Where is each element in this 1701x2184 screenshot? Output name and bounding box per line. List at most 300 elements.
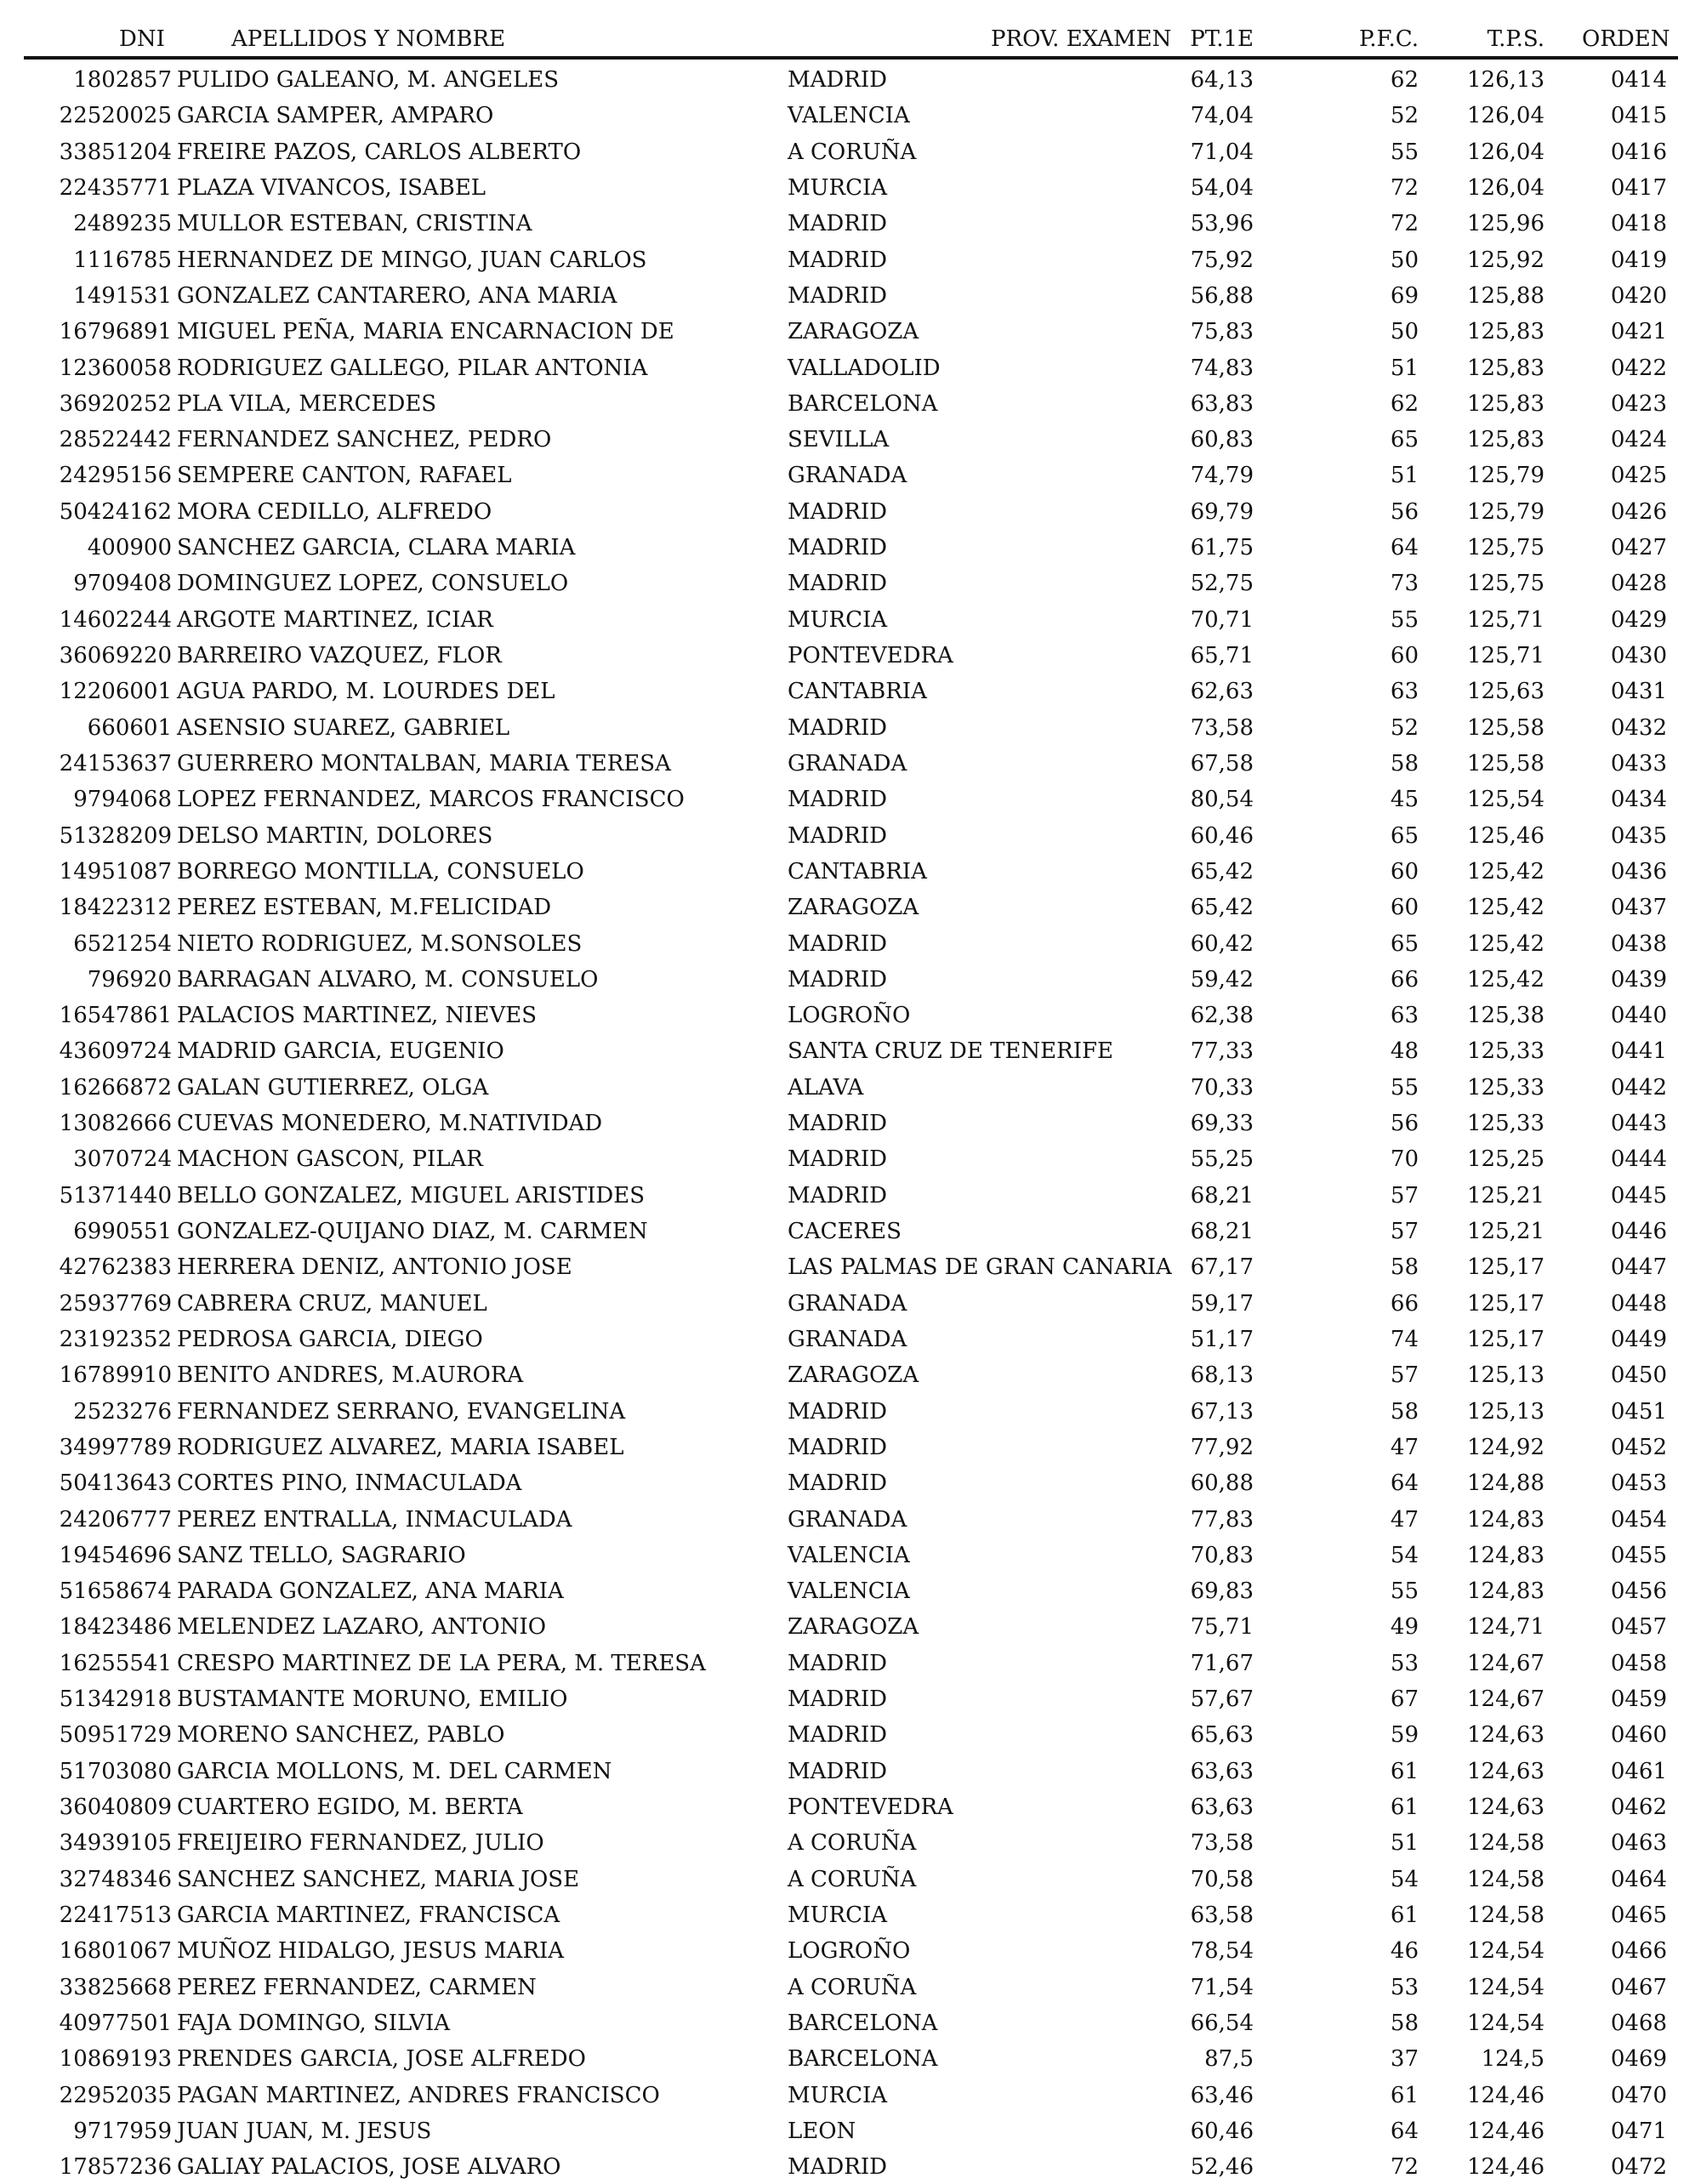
cell-tps: 124,63	[1467, 1722, 1545, 1749]
cell-dni: 24295156	[59, 463, 172, 489]
cell-name: MUÑOZ HIDALGO, JESUS MARIA	[177, 1938, 565, 1965]
cell-orden: 0426	[1610, 498, 1667, 525]
cell-tps: 124,67	[1467, 1686, 1545, 1713]
cell-prov-examen: ZARAGOZA	[788, 319, 919, 345]
cell-prov-examen: GRANADA	[788, 1326, 907, 1352]
table-row	[0, 242, 1701, 277]
cell-name: PLA VILA, MERCEDES	[177, 390, 437, 417]
cell-prov-examen: MADRID	[788, 282, 887, 309]
cell-orden: 0416	[1610, 139, 1667, 165]
cell-tps: 125,75	[1467, 535, 1545, 561]
cell-orden: 0446	[1610, 1219, 1667, 1244]
cell-pfc: 72	[1390, 211, 1419, 237]
cell-prov-examen: ZARAGOZA	[788, 1362, 919, 1389]
cell-dni: 10869193	[59, 2046, 172, 2073]
table-row	[0, 709, 1701, 745]
cell-dni: 14951087	[59, 858, 172, 884]
table-row	[0, 205, 1701, 241]
cell-pfc: 67	[1390, 1686, 1419, 1713]
table-row	[0, 277, 1701, 313]
table-row	[0, 1716, 1701, 1752]
cell-tps: 124,46	[1467, 2082, 1545, 2108]
cell-dni: 34939105	[59, 1830, 172, 1857]
header-pfc: P.F.C.	[1359, 26, 1419, 52]
cell-tps: 124,54	[1467, 1974, 1545, 2000]
cell-pt1e: 56,88	[1190, 282, 1254, 309]
cell-pfc: 56	[1390, 498, 1419, 525]
cell-pfc: 70	[1390, 1146, 1419, 1173]
cell-pfc: 62	[1390, 67, 1419, 93]
cell-orden: 0461	[1610, 1758, 1667, 1784]
table-row	[0, 889, 1701, 924]
cell-pt1e: 69,83	[1190, 1578, 1254, 1605]
cell-pfc: 51	[1390, 1830, 1419, 1857]
cell-pt1e: 63,63	[1190, 1794, 1254, 1820]
cell-tps: 125,75	[1467, 571, 1545, 597]
cell-pt1e: 87,5	[1204, 2046, 1254, 2073]
cell-tps: 125,13	[1467, 1398, 1545, 1425]
cell-orden: 0453	[1610, 1470, 1667, 1497]
cell-pfc: 64	[1390, 1470, 1419, 1497]
table-row	[0, 745, 1701, 781]
cell-orden: 0439	[1610, 966, 1667, 992]
cell-pfc: 63	[1390, 1003, 1419, 1029]
table-row	[0, 925, 1701, 961]
cell-dni: 2489235	[73, 211, 172, 237]
table-row	[0, 2148, 1701, 2184]
cell-pfc: 60	[1390, 858, 1419, 884]
cell-pfc: 54	[1390, 1866, 1419, 1892]
cell-pt1e: 60,46	[1190, 2118, 1254, 2144]
cell-tps: 126,13	[1467, 67, 1545, 93]
cell-pt1e: 71,04	[1190, 139, 1254, 165]
cell-pt1e: 60,46	[1190, 822, 1254, 849]
cell-pt1e: 77,83	[1190, 1506, 1254, 1533]
cell-tps: 124,83	[1467, 1542, 1545, 1568]
cell-orden: 0436	[1610, 858, 1667, 884]
cell-pfc: 57	[1390, 1182, 1419, 1209]
cell-name: GUERRERO MONTALBAN, MARIA TERESA	[177, 750, 671, 776]
cell-pfc: 58	[1390, 1254, 1419, 1281]
cell-pfc: 45	[1390, 787, 1419, 813]
cell-name: ARGOTE MARTINEZ, ICIAR	[177, 606, 493, 633]
cell-tps: 125,33	[1467, 1111, 1545, 1137]
cell-name: AGUA PARDO, M. LOURDES DEL	[177, 679, 555, 705]
cell-pfc: 66	[1390, 1290, 1419, 1317]
cell-pfc: 50	[1390, 319, 1419, 345]
cell-tps: 125,92	[1467, 247, 1545, 273]
cell-orden: 0449	[1610, 1326, 1667, 1352]
cell-name: MELENDEZ LAZARO, ANTONIO	[177, 1614, 547, 1641]
cell-orden: 0445	[1610, 1182, 1667, 1209]
cell-pfc: 61	[1390, 1758, 1419, 1784]
cell-dni: 51342918	[59, 1686, 172, 1713]
cell-pfc: 61	[1390, 1794, 1419, 1820]
cell-pfc: 47	[1390, 1434, 1419, 1460]
cell-dni: 50951729	[59, 1722, 172, 1749]
cell-dni: 33851204	[59, 139, 172, 165]
cell-dni: 14602244	[59, 606, 172, 633]
cell-dni: 16266872	[59, 1074, 172, 1101]
table-row	[0, 1789, 1701, 1824]
cell-prov-examen: MADRID	[788, 1722, 887, 1749]
cell-prov-examen: MADRID	[788, 498, 887, 525]
cell-name: CRESPO MARTINEZ DE LA PERA, M. TERESA	[177, 1650, 706, 1676]
cell-prov-examen: ALAVA	[788, 1074, 864, 1101]
table-row	[0, 1105, 1701, 1140]
table-row	[0, 1285, 1701, 1321]
cell-pfc: 66	[1390, 966, 1419, 992]
cell-prov-examen: LOGROÑO	[788, 1938, 911, 1965]
cell-orden: 0469	[1610, 2046, 1667, 2073]
cell-pt1e: 70,83	[1190, 1542, 1254, 1568]
cell-orden: 0459	[1610, 1686, 1667, 1713]
cell-dni: 25937769	[59, 1290, 172, 1317]
cell-pt1e: 77,92	[1190, 1434, 1254, 1460]
cell-prov-examen: SANTA CRUZ DE TENERIFE	[788, 1038, 1114, 1065]
cell-pt1e: 70,71	[1190, 606, 1254, 633]
cell-tps: 125,63	[1467, 679, 1545, 705]
header-divider	[24, 56, 1678, 60]
cell-name: CORTES PINO, INMACULADA	[177, 1470, 522, 1497]
cell-prov-examen: GRANADA	[788, 463, 907, 489]
cell-orden: 0429	[1610, 606, 1667, 633]
table-row	[0, 1573, 1701, 1608]
cell-pt1e: 53,96	[1190, 211, 1254, 237]
cell-orden: 0419	[1610, 247, 1667, 273]
cell-name: CABRERA CRUZ, MANUEL	[177, 1290, 487, 1317]
cell-name: CUEVAS MONEDERO, M.NATIVIDAD	[177, 1111, 603, 1137]
cell-pfc: 55	[1390, 139, 1419, 165]
table-row	[0, 1753, 1701, 1789]
cell-pt1e: 69,79	[1190, 498, 1254, 525]
cell-pt1e: 74,04	[1190, 103, 1254, 129]
cell-dni: 36040809	[59, 1794, 172, 1820]
cell-pt1e: 71,54	[1190, 1974, 1254, 2000]
table-row	[0, 1608, 1701, 1644]
cell-name: PLAZA VIVANCOS, ISABEL	[177, 174, 486, 201]
cell-tps: 125,42	[1467, 930, 1545, 957]
cell-tps: 124,83	[1467, 1506, 1545, 1533]
table-row	[0, 1645, 1701, 1681]
table-row	[0, 961, 1701, 997]
cell-orden: 0472	[1610, 2154, 1667, 2181]
cell-prov-examen: LAS PALMAS DE GRAN CANARIA	[788, 1254, 1172, 1281]
table-row	[0, 1321, 1701, 1356]
table-row	[0, 853, 1701, 889]
cell-tps: 126,04	[1467, 174, 1545, 201]
cell-tps: 125,42	[1467, 966, 1545, 992]
cell-name: MIGUEL PEÑA, MARIA ENCARNACION DE	[177, 319, 674, 345]
cell-orden: 0443	[1610, 1111, 1667, 1137]
cell-pfc: 72	[1390, 2154, 1419, 2181]
cell-pfc: 69	[1390, 282, 1419, 309]
cell-dni: 43609724	[59, 1038, 172, 1065]
cell-pfc: 55	[1390, 1074, 1419, 1101]
table-row	[0, 493, 1701, 529]
cell-orden: 0456	[1610, 1578, 1667, 1605]
cell-tps: 125,79	[1467, 498, 1545, 525]
cell-orden: 0430	[1610, 643, 1667, 668]
cell-pfc: 52	[1390, 714, 1419, 741]
cell-pfc: 61	[1390, 1902, 1419, 1928]
cell-name: MADRID GARCIA, EUGENIO	[177, 1038, 504, 1065]
table-row	[0, 781, 1701, 816]
cell-prov-examen: A CORUÑA	[788, 1830, 917, 1857]
cell-tps: 125,21	[1467, 1182, 1545, 1209]
cell-name: FERNANDEZ SERRANO, EVANGELINA	[177, 1398, 626, 1425]
table-row	[0, 1248, 1701, 1284]
cell-name: GONZALEZ-QUIJANO DIAZ, M. CARMEN	[177, 1219, 648, 1244]
cell-name: PARADA GONZALEZ, ANA MARIA	[177, 1578, 564, 1605]
cell-prov-examen: ZARAGOZA	[788, 895, 919, 921]
cell-orden: 0414	[1610, 67, 1667, 93]
cell-dni: 36920252	[59, 390, 172, 417]
cell-name: SANCHEZ GARCIA, CLARA MARIA	[177, 535, 576, 561]
cell-orden: 0468	[1610, 2010, 1667, 2036]
cell-name: MACHON GASCON, PILAR	[177, 1146, 483, 1173]
cell-pt1e: 67,17	[1190, 1254, 1254, 1281]
cell-pt1e: 60,83	[1190, 427, 1254, 453]
cell-tps: 125,13	[1467, 1362, 1545, 1389]
cell-orden: 0423	[1610, 390, 1667, 417]
cell-pt1e: 59,42	[1190, 966, 1254, 992]
cell-pt1e: 61,75	[1190, 535, 1254, 561]
header-dni: DNI	[119, 26, 165, 52]
cell-prov-examen: PONTEVEDRA	[788, 643, 953, 668]
cell-tps: 125,71	[1467, 643, 1545, 668]
header-pt1e: PT.1E	[1190, 26, 1254, 52]
cell-pfc: 54	[1390, 1542, 1419, 1568]
cell-pfc: 51	[1390, 463, 1419, 489]
cell-tps: 125,21	[1467, 1219, 1545, 1244]
cell-tps: 124,88	[1467, 1470, 1545, 1497]
cell-prov-examen: MADRID	[788, 535, 887, 561]
table-row	[0, 1213, 1701, 1248]
cell-pfc: 60	[1390, 895, 1419, 921]
cell-pfc: 60	[1390, 643, 1419, 668]
cell-orden: 0428	[1610, 571, 1667, 597]
cell-name: RODRIGUEZ GALLEGO, PILAR ANTONIA	[177, 355, 648, 381]
cell-tps: 125,79	[1467, 463, 1545, 489]
cell-name: PEREZ ESTEBAN, M.FELICIDAD	[177, 895, 552, 921]
cell-dni: 16255541	[59, 1650, 172, 1676]
cell-tps: 124,63	[1467, 1758, 1545, 1784]
cell-tps: 124,83	[1467, 1578, 1545, 1605]
cell-prov-examen: VALENCIA	[788, 1578, 910, 1605]
cell-orden: 0417	[1610, 174, 1667, 201]
cell-tps: 125,83	[1467, 319, 1545, 345]
cell-prov-examen: LEON	[788, 2118, 856, 2144]
header-orden: ORDEN	[1582, 26, 1670, 52]
cell-prov-examen: VALENCIA	[788, 103, 910, 129]
cell-prov-examen: MADRID	[788, 211, 887, 237]
cell-prov-examen: MADRID	[788, 714, 887, 741]
cell-orden: 0415	[1610, 103, 1667, 129]
cell-dni: 12360058	[59, 355, 172, 381]
cell-dni: 28522442	[59, 427, 172, 453]
cell-pt1e: 71,67	[1190, 1650, 1254, 1676]
cell-dni: 51703080	[59, 1758, 172, 1784]
cell-pt1e: 70,58	[1190, 1866, 1254, 1892]
cell-prov-examen: MADRID	[788, 1182, 887, 1209]
table-row	[0, 457, 1701, 492]
cell-prov-examen: MURCIA	[788, 174, 888, 201]
cell-tps: 125,83	[1467, 390, 1545, 417]
cell-prov-examen: A CORUÑA	[788, 1974, 917, 2000]
cell-prov-examen: GRANADA	[788, 750, 907, 776]
cell-pfc: 59	[1390, 1722, 1419, 1749]
cell-orden: 0418	[1610, 211, 1667, 237]
cell-name: BUSTAMANTE MORUNO, EMILIO	[177, 1686, 568, 1713]
cell-tps: 124,92	[1467, 1434, 1545, 1460]
cell-pt1e: 75,83	[1190, 319, 1254, 345]
cell-dni: 34997789	[59, 1434, 172, 1460]
cell-prov-examen: MADRID	[788, 571, 887, 597]
cell-pfc: 55	[1390, 606, 1419, 633]
cell-pt1e: 55,25	[1190, 1146, 1254, 1173]
cell-pt1e: 63,46	[1190, 2082, 1254, 2108]
table-row	[0, 1501, 1701, 1537]
cell-pfc: 57	[1390, 1219, 1419, 1244]
cell-name: FERNANDEZ SANCHEZ, PEDRO	[177, 427, 552, 453]
cell-name: BARREIRO VAZQUEZ, FLOR	[177, 643, 502, 668]
table-row	[0, 97, 1701, 133]
cell-prov-examen: GRANADA	[788, 1290, 907, 1317]
table-row	[0, 1140, 1701, 1176]
header-tps: T.P.S.	[1487, 26, 1545, 52]
cell-dni: 51371440	[59, 1182, 172, 1209]
cell-pfc: 64	[1390, 535, 1419, 561]
cell-orden: 0422	[1610, 355, 1667, 381]
cell-tps: 124,46	[1467, 2118, 1545, 2144]
cell-name: FAJA DOMINGO, SILVIA	[177, 2010, 451, 2036]
cell-orden: 0421	[1610, 319, 1667, 345]
cell-orden: 0420	[1610, 282, 1667, 309]
cell-pfc: 65	[1390, 930, 1419, 957]
cell-orden: 0442	[1610, 1074, 1667, 1101]
cell-tps: 125,17	[1467, 1290, 1545, 1317]
cell-tps: 124,5	[1481, 2046, 1545, 2073]
cell-prov-examen: MADRID	[788, 822, 887, 849]
cell-pfc: 63	[1390, 679, 1419, 705]
cell-pfc: 57	[1390, 1362, 1419, 1389]
cell-tps: 124,54	[1467, 1938, 1545, 1965]
cell-dni: 9709408	[73, 571, 172, 597]
cell-dni: 6521254	[73, 930, 172, 957]
table-row	[0, 1897, 1701, 1932]
cell-orden: 0441	[1610, 1038, 1667, 1065]
cell-orden: 0434	[1610, 787, 1667, 813]
cell-pfc: 52	[1390, 103, 1419, 129]
cell-orden: 0471	[1610, 2118, 1667, 2144]
cell-name: BORREGO MONTILLA, CONSUELO	[177, 858, 584, 884]
table-row	[0, 637, 1701, 673]
cell-name: CUARTERO EGIDO, M. BERTA	[177, 1794, 523, 1820]
cell-prov-examen: BARCELONA	[788, 2010, 938, 2036]
cell-dni: 51658674	[59, 1578, 172, 1605]
cell-tps: 125,46	[1467, 822, 1545, 849]
cell-pt1e: 65,71	[1190, 643, 1254, 668]
cell-dni: 796920	[87, 966, 172, 992]
table-row	[0, 1932, 1701, 1968]
cell-tps: 124,63	[1467, 1794, 1545, 1820]
cell-orden: 0458	[1610, 1650, 1667, 1676]
cell-pt1e: 69,33	[1190, 1111, 1254, 1137]
cell-pt1e: 52,75	[1190, 571, 1254, 597]
table-row	[0, 1069, 1701, 1105]
cell-orden: 0466	[1610, 1938, 1667, 1965]
cell-name: PALACIOS MARTINEZ, NIEVES	[177, 1003, 538, 1029]
cell-prov-examen: CANTABRIA	[788, 679, 927, 705]
cell-pfc: 49	[1390, 1614, 1419, 1641]
table-row	[0, 2040, 1701, 2076]
cell-name: GARCIA MARTINEZ, FRANCISCA	[177, 1902, 560, 1928]
cell-pfc: 61	[1390, 2082, 1419, 2108]
cell-dni: 42762383	[59, 1254, 172, 1281]
cell-tps: 125,42	[1467, 895, 1545, 921]
cell-dni: 16789910	[59, 1362, 172, 1389]
cell-pt1e: 60,42	[1190, 930, 1254, 957]
cell-orden: 0467	[1610, 1974, 1667, 2000]
cell-name: DELSO MARTIN, DOLORES	[177, 822, 493, 849]
cell-prov-examen: GRANADA	[788, 1506, 907, 1533]
cell-tps: 126,04	[1467, 103, 1545, 129]
cell-orden: 0444	[1610, 1146, 1667, 1173]
cell-tps: 124,71	[1467, 1614, 1545, 1641]
cell-tps: 125,58	[1467, 750, 1545, 776]
cell-name: PRENDES GARCIA, JOSE ALFREDO	[177, 2046, 586, 2073]
cell-dni: 50413643	[59, 1470, 172, 1497]
cell-dni: 50424162	[59, 498, 172, 525]
cell-name: BARRAGAN ALVARO, M. CONSUELO	[177, 966, 599, 992]
table-row	[0, 1969, 1701, 2005]
cell-dni: 400900	[87, 535, 172, 561]
cell-dni: 1116785	[73, 247, 172, 273]
cell-tps: 125,83	[1467, 427, 1545, 453]
cell-tps: 125,17	[1467, 1254, 1545, 1281]
cell-prov-examen: A CORUÑA	[788, 139, 917, 165]
cell-name: MORENO SANCHEZ, PABLO	[177, 1722, 505, 1749]
cell-pfc: 65	[1390, 822, 1419, 849]
cell-orden: 0448	[1610, 1290, 1667, 1317]
cell-name: BELLO GONZALEZ, MIGUEL ARISTIDES	[177, 1182, 646, 1209]
cell-tps: 124,58	[1467, 1830, 1545, 1857]
cell-orden: 0452	[1610, 1434, 1667, 1460]
cell-orden: 0463	[1610, 1830, 1667, 1857]
cell-orden: 0427	[1610, 535, 1667, 561]
cell-orden: 0424	[1610, 427, 1667, 453]
cell-prov-examen: A CORUÑA	[788, 1866, 917, 1892]
table-row	[0, 1032, 1701, 1068]
cell-dni: 22417513	[59, 1902, 172, 1928]
cell-name: BENITO ANDRES, M.AURORA	[177, 1362, 524, 1389]
cell-prov-examen: MADRID	[788, 2154, 887, 2181]
cell-pt1e: 54,04	[1190, 174, 1254, 201]
cell-pfc: 53	[1390, 1650, 1419, 1676]
header-prov-examen: PROV. EXAMEN	[991, 26, 1172, 52]
cell-orden: 0462	[1610, 1794, 1667, 1820]
cell-dni: 40977501	[59, 2010, 172, 2036]
cell-pfc: 47	[1390, 1506, 1419, 1533]
cell-orden: 0447	[1610, 1254, 1667, 1281]
cell-tps: 124,58	[1467, 1902, 1545, 1928]
cell-pt1e: 63,63	[1190, 1758, 1254, 1784]
cell-name: PULIDO GALEANO, M. ANGELES	[177, 67, 560, 93]
cell-name: GALIAY PALACIOS, JOSE ALVARO	[177, 2154, 561, 2181]
cell-pt1e: 65,42	[1190, 895, 1254, 921]
cell-dni: 51328209	[59, 822, 172, 849]
